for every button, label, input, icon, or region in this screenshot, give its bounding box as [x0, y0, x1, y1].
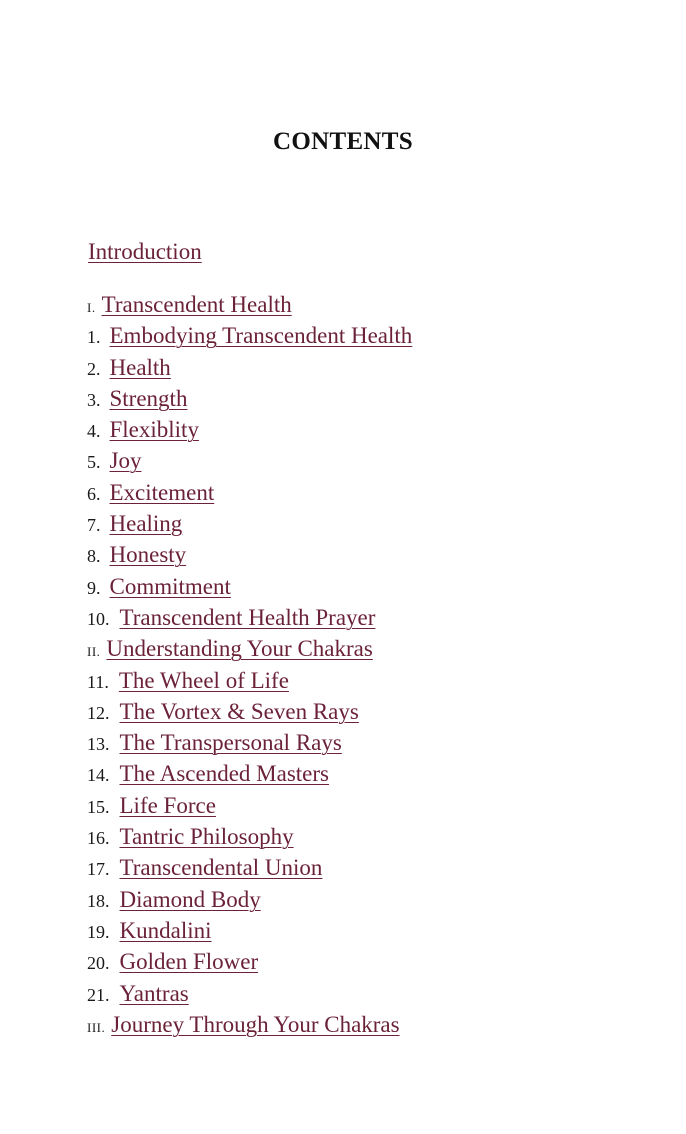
toc-chapter-link[interactable]: The Transpersonal Rays: [119, 730, 342, 756]
chapter-number: 4.: [87, 421, 101, 442]
toc-entry: [87, 320, 412, 351]
toc-chapter-link[interactable]: Transcendental Union: [119, 855, 323, 881]
chapter-number: 5.: [87, 452, 101, 473]
toc-chapter-link[interactable]: Strength: [109, 385, 188, 411]
chapter-number: 11.: [87, 671, 109, 692]
toc-entry: [87, 602, 412, 633]
toc-chapter-link[interactable]: Diamond Body: [119, 886, 261, 912]
chapter-number: 3.: [87, 389, 101, 410]
toc-entry: [87, 414, 412, 445]
toc-entry: [87, 445, 412, 476]
page-title: CONTENTS: [273, 128, 413, 155]
toc-chapter-link[interactable]: Health: [109, 354, 171, 380]
toc-entry: [87, 383, 412, 414]
toc-part-link[interactable]: Transcendent Health: [101, 292, 292, 317]
toc-chapter-link[interactable]: Healing: [109, 511, 183, 537]
toc-chapter-link[interactable]: Excitement: [109, 479, 215, 505]
toc-entry: [87, 633, 412, 664]
chapter-number: 15.: [87, 796, 110, 817]
toc-entry: [87, 1009, 412, 1040]
toc-chapter-link[interactable]: Embodying Transcendent Health: [109, 323, 413, 349]
toc-entry: [87, 946, 412, 977]
part-number: III.: [87, 1019, 106, 1035]
toc-entry: [87, 978, 412, 1009]
chapter-number: 8.: [87, 546, 101, 567]
chapter-number: 10.: [87, 608, 110, 629]
chapter-number: 20.: [87, 953, 110, 974]
toc-chapter-link[interactable]: The Vortex & Seven Rays: [119, 698, 359, 724]
chapter-number: 16.: [87, 828, 110, 849]
toc-entry: [87, 727, 412, 758]
toc-entry: [87, 539, 412, 570]
toc-entry: [87, 508, 412, 539]
toc-entry: [87, 696, 412, 727]
toc-entry: [87, 758, 412, 789]
toc-entry: [87, 852, 412, 883]
toc-entry: [87, 821, 412, 852]
chapter-number: 18.: [87, 890, 110, 911]
toc-part-link[interactable]: Journey Through Your Chakras: [111, 1011, 400, 1037]
toc-chapter-link[interactable]: Tantric Philosophy: [119, 824, 294, 850]
toc-chapter-link[interactable]: Golden Flower: [119, 949, 259, 975]
chapter-number: 1.: [87, 327, 101, 348]
chapter-number: 17.: [87, 859, 110, 880]
toc-chapter-link[interactable]: Commitment: [109, 573, 231, 599]
chapter-number: 9.: [87, 577, 101, 598]
toc-chapter-link[interactable]: Joy: [109, 448, 142, 474]
toc-link-introduction[interactable]: Introduction: [88, 239, 202, 264]
chapter-number: 21.: [87, 984, 110, 1005]
part-number: II.: [87, 644, 101, 660]
chapter-number: 12.: [87, 702, 110, 723]
chapter-number: 6.: [87, 483, 101, 504]
toc-chapter-link[interactable]: Honesty: [109, 542, 187, 568]
toc-chapter-link[interactable]: Transcendent Health Prayer: [119, 604, 376, 630]
toc-entry: [87, 289, 412, 320]
toc-entry: [87, 477, 412, 508]
toc-entry: [87, 571, 412, 602]
toc-entry: [87, 884, 412, 915]
chapter-number: 19.: [87, 921, 110, 942]
chapter-number: 14.: [87, 765, 110, 786]
chapter-number: 13.: [87, 734, 110, 755]
toc-chapter-link[interactable]: Kundalini: [119, 917, 212, 943]
toc-chapter-link[interactable]: Yantras: [119, 980, 189, 1006]
toc-entry: [87, 790, 412, 821]
toc-chapter-link[interactable]: The Wheel of Life: [118, 667, 289, 693]
toc-list: [87, 289, 412, 1040]
toc-entry: [87, 915, 412, 946]
toc-part-link[interactable]: Understanding Your Chakras: [106, 636, 373, 662]
toc-entry: [87, 665, 412, 696]
toc-chapter-link[interactable]: Flexiblity: [109, 417, 199, 443]
toc-chapter-link[interactable]: The Ascended Masters: [119, 761, 329, 787]
part-number: I.: [87, 300, 96, 315]
chapter-number: 2.: [87, 358, 101, 379]
toc-chapter-link[interactable]: Life Force: [119, 792, 216, 818]
chapter-number: 7.: [87, 515, 101, 536]
toc-entry: [87, 352, 412, 383]
